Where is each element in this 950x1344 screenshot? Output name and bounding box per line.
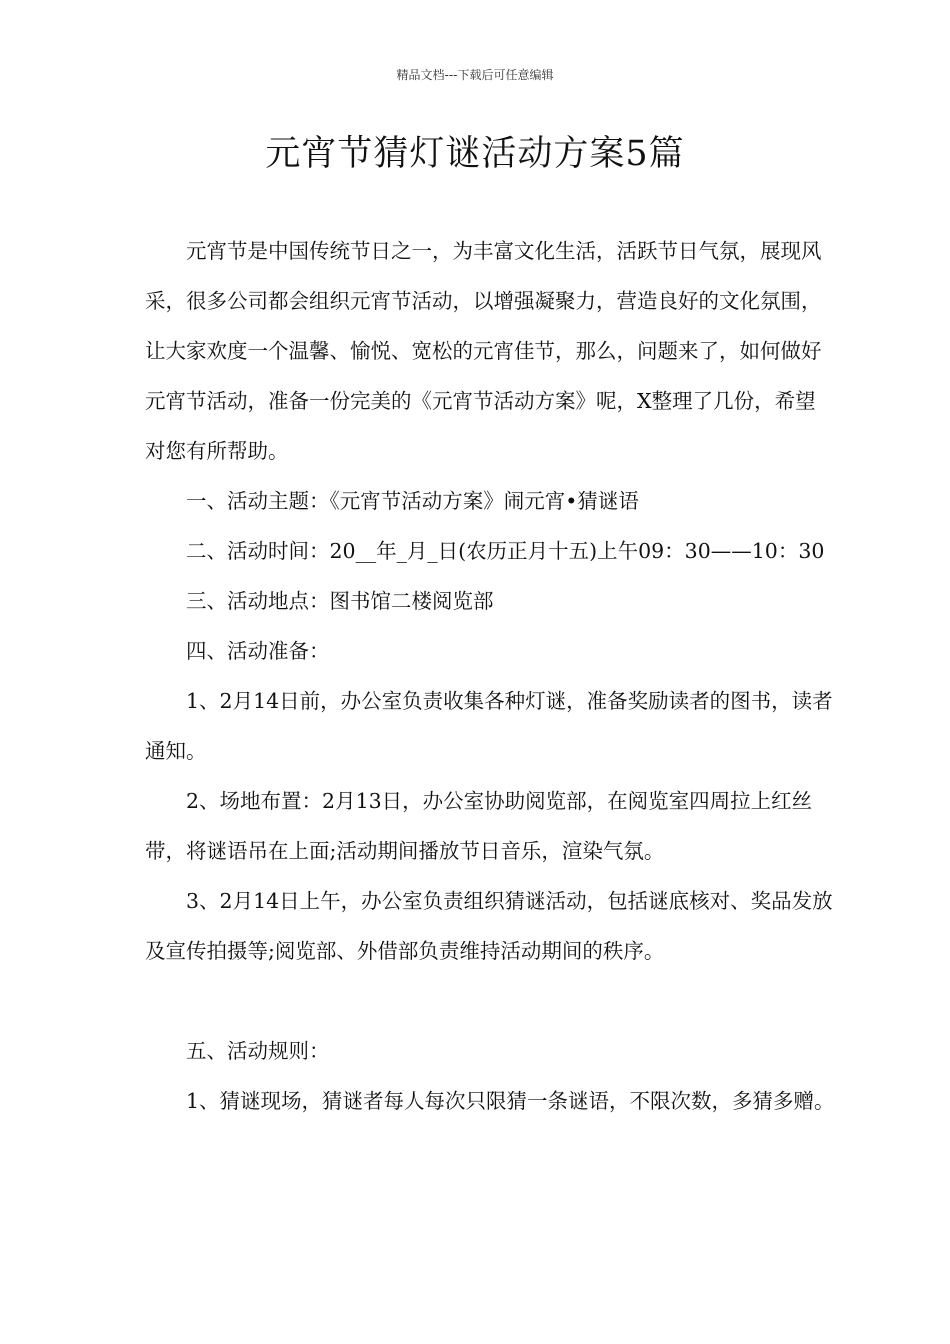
paragraph-rules-heading: 五、活动规则： — [186, 1039, 330, 1063]
paragraph-time: 二、活动时间：20__年_月_日(农历正月十五)上午09：30——10：30 — [186, 539, 825, 563]
paragraph-preparation-heading: 四、活动准备： — [186, 639, 330, 663]
paragraph-preparation-3: 3、2月14日上午，办公室负责组织猜谜活动，包括谜底核对、奖品发放及宣传拍摄等;阅览部、外借部负责维持活动期间的秩序。 — [145, 889, 833, 963]
paragraph-preparation-1: 1、2月14日前，办公室负责收集各种灯谜，准备奖励读者的图书，读者通知。 — [145, 689, 833, 763]
paragraph-preparation-2: 2、场地布置：2月13日，办公室协助阅览部，在阅览室四周拉上红丝带，将谜语吊在上面;活动期间播放节日音乐，渲染气氛。 — [145, 789, 813, 863]
paragraph-theme: 一、活动主题：《元宵节活动方案》闹元宵•猜谜语 — [186, 489, 639, 513]
document-body — [145, 226, 835, 1126]
header-note: 精品文档---下载后可任意编辑 — [396, 68, 554, 82]
paragraph-location: 三、活动地点：图书馆二楼阅览部 — [186, 589, 494, 613]
paragraph-rules-1: 1、猜谜现场，猜谜者每人每次只限猜一条谜语，不限次数，多猜多赠。 — [186, 1089, 835, 1113]
document-title: 元宵节猜灯谜活动方案5篇 — [265, 134, 685, 174]
paragraph-intro: 元宵节是中国传统节日之一，为丰富文化生活，活跃节日气氛，展现风采，很多公司都会组织元宵节活动，以增强凝聚力，营造良好的文化氛围，让大家欢度一个温馨、愉悦、宽松的元宵佳节，那么，问题来了，如何做好元宵节活动，准备一份完美的《元宵节活动方案》呢，X整理了几份，希望对您有所帮助。 — [145, 239, 822, 463]
